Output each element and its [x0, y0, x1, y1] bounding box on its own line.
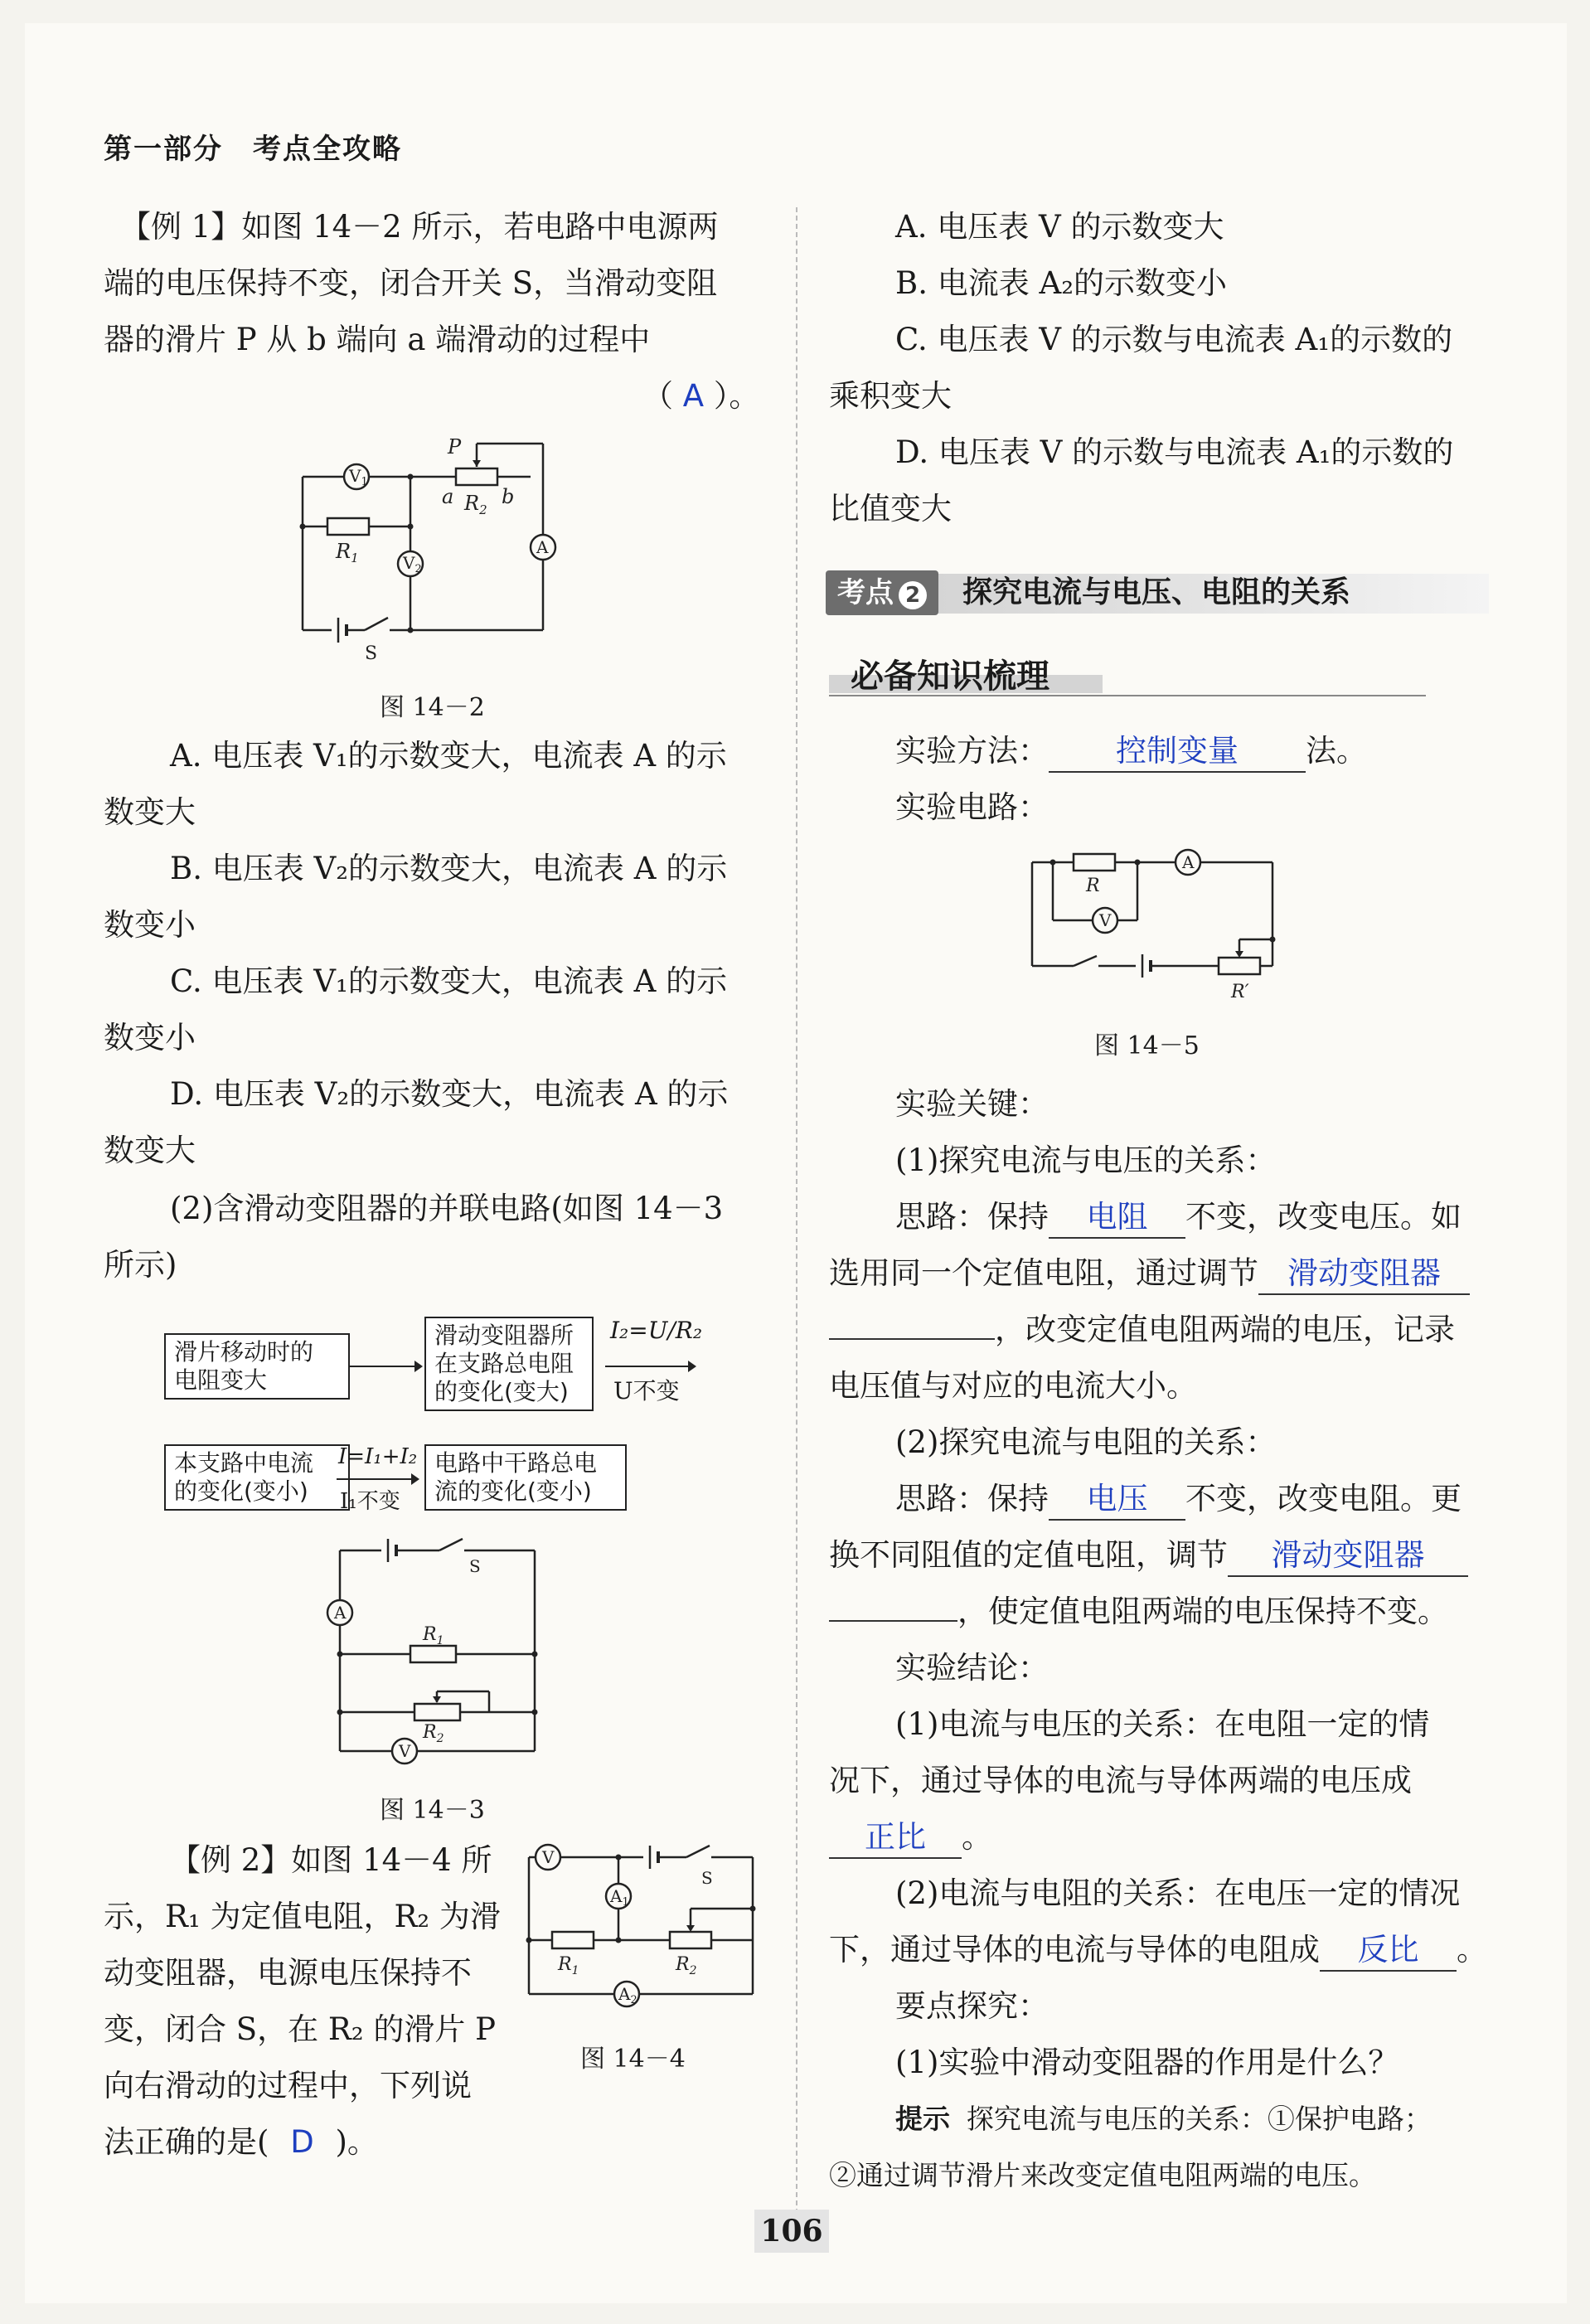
parallel-line-1: (2)含滑动变阻器的并联电路(如图 14－3 [170, 1191, 724, 1226]
ex2-option-d-line-2: 比值变大 [829, 491, 952, 526]
k1-line-4: 电压值与对应的电流大小。 [829, 1368, 1197, 1404]
ex2-option-a: A. 电压表 V 的示数变大 [895, 209, 1224, 245]
section-tag-label: 考点 [837, 576, 894, 609]
explore-question-1: (1)实验中滑动变阻器的作用是什么？ [895, 2045, 1399, 2080]
ex1-line-3: 器的滑片 P 从 b 端向 a 端滑动的过程中 [104, 322, 651, 357]
svg-text:A2: $A_2$ [618, 1984, 637, 2006]
svg-text:V2: $V_2$ [403, 553, 422, 575]
flow-box-branch-resistance [424, 1317, 594, 1411]
ex1-option-d-line-1: D. 电压表 V₂的示数变大，电流表 A 的示 [170, 1076, 729, 1112]
svg-text:V1: $V_1$ [349, 466, 368, 488]
page-number: 106 [754, 2210, 829, 2253]
svg-text:A: A [334, 1603, 347, 1623]
ex2-option-d-line-1: D. 电压表 V 的示数与电流表 A₁的示数的 [895, 434, 1454, 470]
fig-14-5-caption: 图 14－5 [1094, 1031, 1200, 1060]
k2-line-2 [829, 1527, 1468, 1584]
hint-line-1 [895, 2091, 1432, 2147]
ex2-stem-end: 法正确的是( [104, 2124, 269, 2160]
ex2-line-3: 动变阻器，电源电压保持不 [104, 1955, 472, 1991]
conclusion-label: 实验结论： [895, 1650, 1049, 1686]
flow-box-total-line-1: 电路中干路总电 [434, 1449, 598, 1477]
ex2-line-6 [104, 2114, 378, 2171]
flow-formula-2: I=I₁+I₂ [338, 1444, 418, 1469]
k2-title: (2)探究电流与电阻的关系： [895, 1424, 1277, 1460]
method-answer: 控制变量 [1049, 731, 1306, 773]
svg-text:R2: $R_2$ [423, 1722, 444, 1745]
k2-answer-1: 电压 [1049, 1479, 1185, 1521]
k1-p3: 选用同一个定值电阻，通过调节 [829, 1255, 1258, 1291]
explore-label: 要点探究： [895, 1988, 1049, 2024]
ex1-answer: A [682, 378, 705, 414]
svg-text:b: b [502, 485, 515, 508]
ex1-answer-open: （ [642, 378, 673, 414]
conclusion-2-line-1: (2)电流与电阻的关系：在电压一定的情况 [895, 1875, 1461, 1911]
figure-14-4-circuit [521, 1832, 761, 2023]
ex1-answer-close: ）。 [713, 378, 760, 414]
method-suffix: 法。 [1306, 733, 1367, 769]
svg-text:V: V [542, 1847, 555, 1867]
ex1-option-c-line-1: C. 电压表 V₁的示数变大，电流表 A 的示 [170, 963, 728, 999]
conclusion-answer-2: 反比 [1320, 1930, 1457, 1972]
flow-box-resistance-line-1: 滑片移动时的 [174, 1338, 314, 1366]
ex1-option-a-line-2: 数变大 [104, 794, 196, 830]
flow-box-resistance-line-2: 电阻变大 [174, 1366, 268, 1394]
svg-text:V: V [1099, 910, 1112, 930]
ex1-line-2: 端的电压保持不变，闭合开关 S，当滑动变阻 [104, 265, 718, 301]
ex1-option-b-line-2: 数变小 [104, 907, 196, 943]
k1-line-3 [829, 1302, 1455, 1358]
ex1-answer-line [642, 368, 759, 425]
conclusion-1-line-1: (1)电流与电压的关系：在电阻一定的情 [895, 1706, 1430, 1742]
svg-text:R1: $R_1$ [423, 1624, 444, 1647]
k2-p1: 思路：保持 [895, 1481, 1049, 1516]
flow-formula-1: I₂=U/R₂ [610, 1317, 703, 1344]
svg-text:R: R [1086, 876, 1100, 896]
flow-box-branch-line-1: 滑动变阻器所 [434, 1322, 574, 1349]
svg-text:A: A [1182, 852, 1195, 872]
figure-14-2-circuit [290, 427, 572, 667]
k2-blank-continuation [829, 1620, 957, 1622]
flow-box-total-current [424, 1444, 627, 1511]
ex2-line-1: 【例 2】如图 14－4 所 [170, 1842, 492, 1878]
ex2-option-c-line-1: C. 电压表 V 的示数与电流表 A₁的示数的 [895, 322, 1453, 357]
k2-answer-2: 滑动变阻器 [1228, 1536, 1468, 1577]
flow-condition-2: I₁不变 [340, 1489, 400, 1514]
ex2-answer: D [290, 2124, 314, 2160]
flow-box-total-line-2: 流的变化(变小) [434, 1477, 592, 1505]
hint-label: 提示 [895, 2103, 950, 2135]
fig-14-2-caption: 图 14－2 [380, 693, 485, 722]
k1-title: (1)探究电流与电压的关系： [895, 1143, 1277, 1178]
parallel-line-2: 所示) [104, 1247, 177, 1283]
k1-p4: ，改变定值电阻两端的电压，记录 [995, 1312, 1455, 1347]
section-header [826, 565, 1489, 615]
flow-arrow-1 [348, 1356, 423, 1376]
conclusion-1-line-2: 况下，通过导体的电流与导体两端的电压成 [829, 1763, 1412, 1798]
svg-text:R2: $R_2$ [464, 492, 487, 517]
svg-text:V: V [399, 1741, 411, 1761]
svg-text:P: P [448, 435, 462, 458]
fig-14-3-caption: 图 14－3 [380, 1796, 485, 1825]
ex1-option-c-line-2: 数变小 [104, 1020, 196, 1055]
k1-p2: 不变，改变电压。如 [1185, 1199, 1462, 1235]
ex1-line-1: 【例 1】如图 14－2 所示，若电路中电源两 [120, 209, 719, 245]
flow-condition-1: U不变 [613, 1377, 680, 1405]
flow-box-current-line-2: 的变化(变小) [174, 1477, 308, 1505]
column-divider [796, 207, 797, 2214]
svg-text:S: S [701, 1868, 713, 1888]
hint-text-1: 探究电流与电压的关系：①保护电路； [966, 2103, 1432, 2135]
k1-line-1 [895, 1189, 1462, 1245]
page-header: 第一部分 考点全攻略 [104, 133, 402, 166]
svg-text:R1: $R_1$ [336, 540, 359, 565]
hint-line-2: ②通过调节滑片来改变定值电阻两端的电压。 [829, 2159, 1376, 2191]
section-number: 2 [899, 581, 927, 609]
flow-box-resistance [164, 1333, 350, 1400]
fig-14-4-caption: 图 14－4 [580, 2045, 686, 2074]
k2-p2: 不变，改变电阻。更 [1185, 1481, 1462, 1516]
svg-text:R′: R′ [1231, 982, 1249, 1002]
method-label: 实验方法： [895, 733, 1049, 769]
svg-text:a: a [442, 485, 454, 508]
ex1-option-a-line-1: A. 电压表 V₁的示数变大，电流表 A 的示 [170, 738, 727, 774]
ex2-line-5: 向右滑动的过程中，下列说 [104, 2068, 472, 2103]
ex1-option-d-line-2: 数变大 [104, 1133, 196, 1168]
circuit-label: 实验电路： [895, 789, 1049, 825]
key-label: 实验关键： [895, 1086, 1049, 1122]
figure-14-3-circuit [315, 1534, 547, 1774]
conclusion-end-2: 。 [1457, 1932, 1487, 1967]
ex1-option-b-line-1: B. 电压表 V₂的示数变大，电流表 A 的示 [170, 851, 728, 886]
conclusion-2-line-2 [829, 1922, 1487, 1978]
knowledge-subheading [829, 650, 1426, 696]
subheading-text: 必备知识梳理 [851, 657, 1049, 696]
flow-box-current-line-1: 本支路中电流 [174, 1449, 314, 1477]
section-tag [826, 570, 938, 615]
k2-p3: 换不同阻值的定值电阻，调节 [829, 1537, 1228, 1573]
figure-14-5-circuit [1020, 842, 1285, 1007]
k2-line-3 [829, 1584, 1448, 1640]
section-title: 探究电流与电压、电阻的关系 [962, 575, 1351, 609]
k1-line-2 [829, 1245, 1470, 1302]
k2-line-1 [895, 1471, 1462, 1527]
svg-text:S: S [365, 643, 378, 664]
ex2-option-b: B. 电流表 A₂的示数变小 [895, 265, 1228, 301]
svg-text:A: A [536, 537, 549, 557]
flow-box-branch-current [164, 1444, 350, 1511]
k1-answer-1: 电阻 [1049, 1197, 1185, 1239]
k2-p4: ，使定值电阻两端的电压保持不变。 [957, 1594, 1448, 1629]
flow-box-branch-line-3: 的变化(变大) [434, 1378, 569, 1405]
svg-text:A1: $A_1$ [610, 1886, 629, 1909]
k1-p1: 思路：保持 [895, 1199, 1049, 1235]
svg-text:S: S [469, 1556, 481, 1576]
conclusion-1-line-3 [829, 1809, 992, 1866]
ex2-line-2: 示，R₁ 为定值电阻，R₂ 为滑 [104, 1899, 501, 1934]
flow-box-branch-line-2: 在支路总电阻 [434, 1350, 574, 1377]
k1-answer-2: 滑动变阻器 [1258, 1254, 1470, 1295]
ex2-answer-close: )。 [335, 2124, 378, 2160]
conclusion-answer-1: 正比 [829, 1817, 962, 1859]
k1-blank-continuation [829, 1338, 995, 1340]
method-line [895, 723, 1367, 779]
svg-text:R2: $R_2$ [676, 1954, 697, 1977]
svg-text:R1: $R_1$ [558, 1954, 579, 1977]
conclusion-end-1: 。 [962, 1819, 992, 1855]
ex2-line-4: 变，闭合 S，在 R₂ 的滑片 P [104, 2011, 496, 2047]
ex2-option-c-line-2: 乘积变大 [829, 378, 952, 414]
conclusion-2-text: 下，通过导体的电流与导体的电阻成 [829, 1932, 1320, 1967]
subheading-rule [829, 695, 1426, 696]
